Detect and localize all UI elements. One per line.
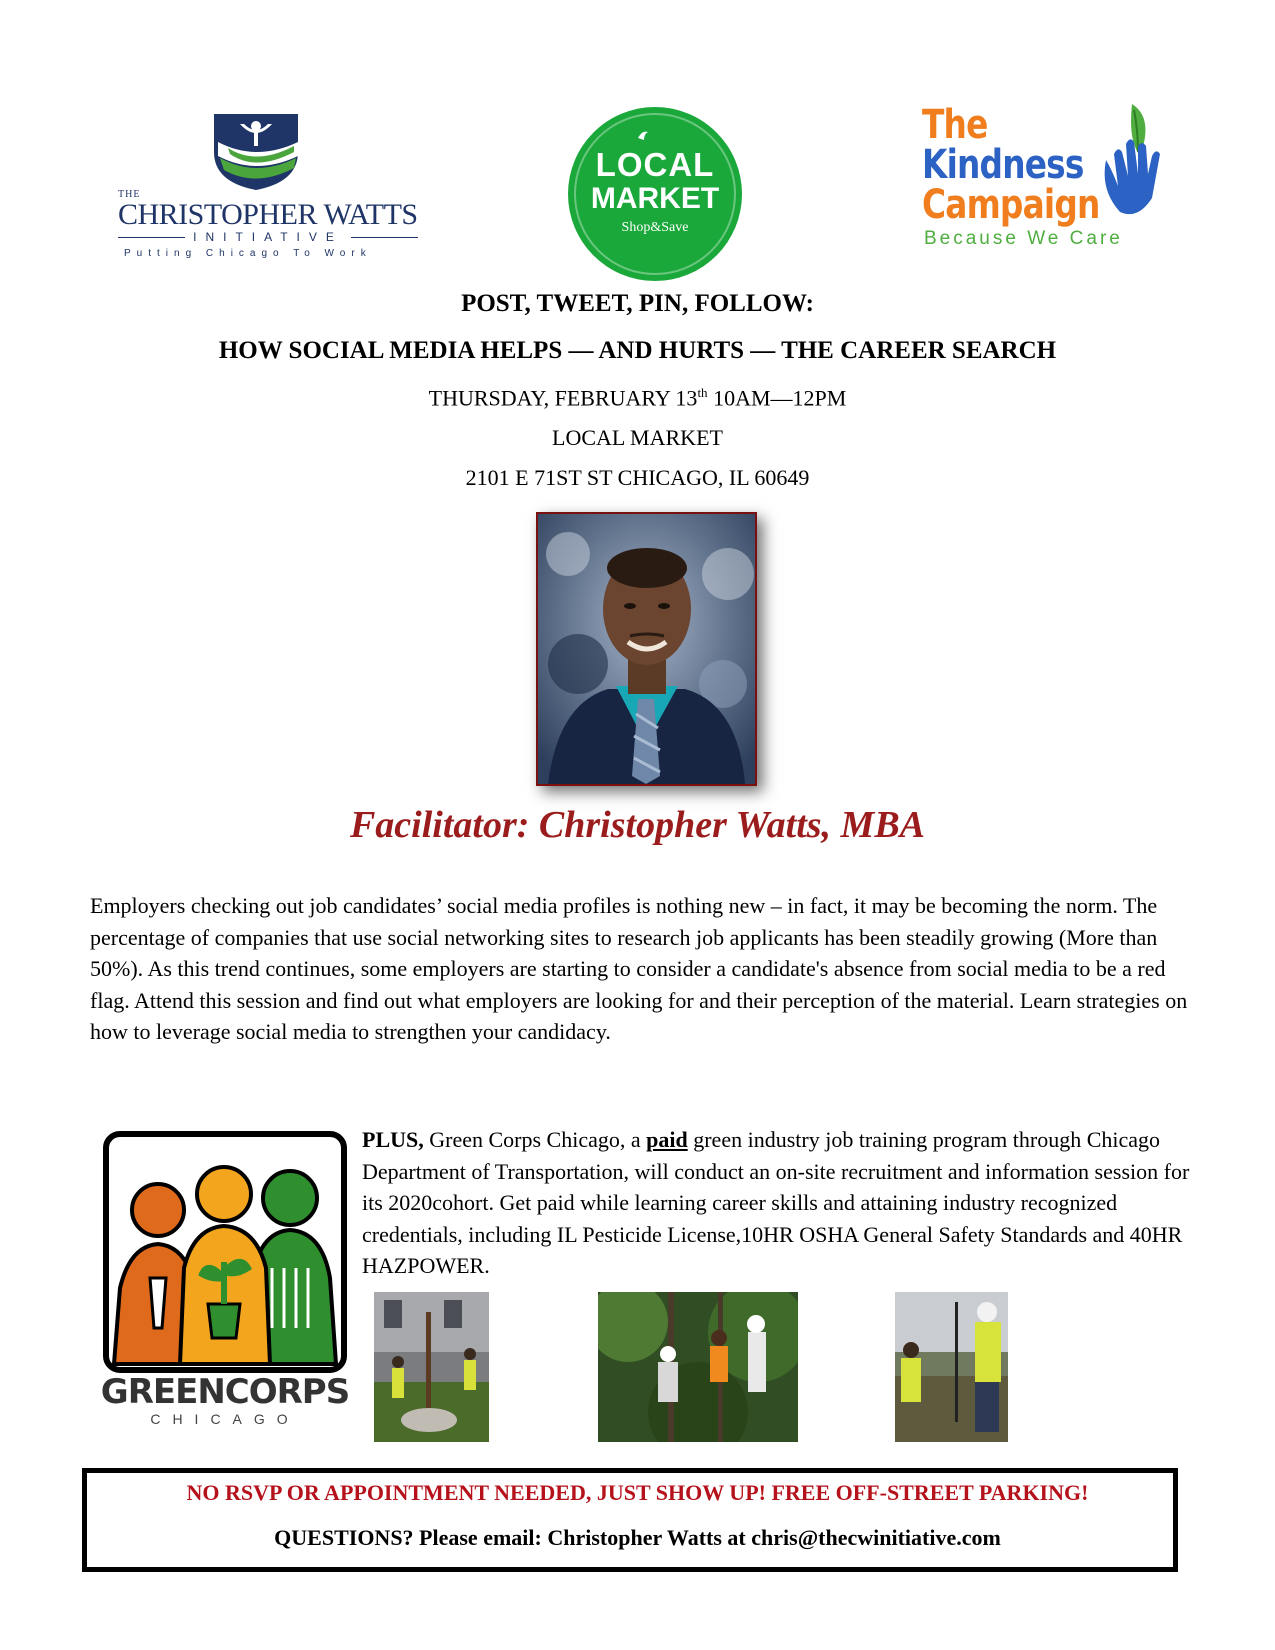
facilitator-photo [536,512,757,786]
plus-text-part2: green industry job training program through Chicago Department of Transportation, will conduct an on-site recruitment and information session for its 2020cohort. Get paid while learning career skills and attaining industry recognized credentials, including IL Pesticide License,10HR OSHA General Safety Standards and 40HR HAZPOWER. [362,1127,1190,1278]
event-date-suffix: th [697,385,708,400]
event-datetime [0,385,1275,411]
cw-logo-the: THE [118,189,141,200]
plus-lead: PLUS, [362,1127,424,1152]
event-title-line2: HOW SOCIAL MEDIA HELPS — AND HURTS — THE CAREER SEARCH [218,337,1057,364]
local-market-line3: Shop&Save [621,220,689,235]
greencorps-city: CHICAGO [150,1411,300,1427]
cw-logo-initiative-row [118,230,418,244]
greencorps-photo-field-survey [895,1292,1008,1442]
plus-text-part1: Green Corps Chicago, a [423,1127,647,1152]
event-date: THURSDAY, FEBRUARY 13 [428,385,698,411]
event-title-line1: POST, TWEET, PIN, FOLLOW: [461,290,814,317]
kindness-logo-tagline: Because We Care [924,228,1123,249]
kindness-logo-line3: Campaign [922,182,1100,228]
greencorps-name: GREENCORPS [100,1372,350,1412]
greencorps-logo [100,1128,350,1428]
kindness-campaign-logo [922,100,1162,260]
event-address: 2101 E 71ST ST CHICAGO, IL 60649 [465,465,810,490]
cw-logo-name: CHRISTOPHER WATTS [118,198,418,231]
hands-leaf-icon [1098,100,1162,230]
event-venue: LOCAL MARKET [552,425,723,450]
cw-logo-initiative: INITIATIVE [193,230,343,244]
greencorps-photo-woods-crew [598,1292,798,1442]
local-market-line1: LOCAL [595,146,715,183]
facilitator-name: Facilitator: Christopher Watts, MBA [349,804,926,846]
event-time: 10AM—12PM [707,385,847,411]
footer-notice: NO RSVP OR APPOINTMENT NEEDED, JUST SHOW UP! FREE OFF-STREET PARKING! [186,1480,1089,1505]
christopher-watts-initiative-logo [118,112,418,262]
plus-paid: paid [646,1127,688,1152]
greencorps-photo-tree-planting [374,1292,489,1442]
kindness-logo-line1: The [922,102,988,148]
local-market-logo [565,104,745,284]
local-market-line2: MARKET [590,182,720,215]
cw-shield-icon [210,112,302,190]
kindness-logo-line2: Kindness [922,142,1084,188]
footer-contact: QUESTIONS? Please email: Christopher Watts at chris@thecwinitiative.com [274,1525,1001,1550]
greencorps-people-icon [100,1128,350,1428]
intro-paragraph: Employers checking out job candidates’ social media profiles is nothing new – in fact, it may be becoming the norm. The percentage of companies that use social networking sites to research job applicants has been steadily growing (More than 50%). As this trend continues, some employers are starting to consider a candidate's absence from social media to be a red flag. Attend this session and find out what employers are looking for and their perception of the material. Learn strategies on how to leverage social media to strengthen your candidacy. [90,893,1188,1044]
cw-logo-tagline: Putting Chicago To Work [124,248,372,259]
plus-paragraph [362,1124,1202,1282]
